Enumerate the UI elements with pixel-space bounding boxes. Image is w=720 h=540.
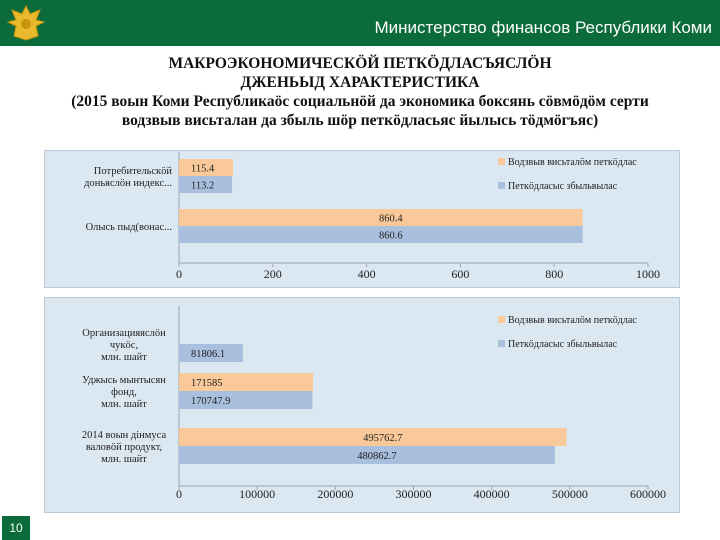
title-line-4: водзвыв висьталан да збыль шӧр петкӧдласьяс йылысь тӧдмӧгъяс) bbox=[121, 112, 599, 129]
chart-2-category-label: Уджысь мынтысян bbox=[82, 375, 166, 386]
chart-2-data-label: 171585 bbox=[191, 378, 223, 389]
title-line-1: МАКРОЭКОНОМИЧЕСКӦЙ ПЕТКӦДЛАСЪЯСЛӦН bbox=[168, 55, 552, 72]
chart-2-tick-label: 500000 bbox=[551, 487, 588, 501]
chart-1-data-label: 860.6 bbox=[378, 230, 403, 242]
chart-2-category-label: млн. шайт bbox=[101, 399, 147, 410]
chart-2-legend-swatch bbox=[498, 316, 505, 323]
ministry-name: Министерство финансов Республики Коми bbox=[374, 18, 712, 37]
page-number: 10 bbox=[2, 516, 30, 540]
chart-1-data-label: 860.4 bbox=[378, 213, 403, 225]
chart-1-data-label: 115.4 bbox=[191, 163, 215, 175]
chart-1-legend-label: Водзвыв висьталӧм петкӧдлас bbox=[508, 157, 637, 168]
title-line-2: ДЖЕНЬЫД ХАРАКТЕРИСТИКА bbox=[240, 74, 480, 91]
chart-1-tick-label: 400 bbox=[357, 267, 376, 281]
chart-2-data-label: 480862.7 bbox=[357, 451, 397, 462]
title-line-3: (2015 воын Коми Республикаӧс социальнӧй да экономика боксянь сӧвмӧдӧм серти bbox=[71, 93, 649, 110]
chart-1-tick-label: 200 bbox=[263, 267, 282, 281]
chart-2-data-label: 495762.7 bbox=[363, 433, 403, 444]
chart-1-legend-label: Петкӧдласыс збыльвылас bbox=[508, 181, 618, 192]
chart-1-legend-swatch bbox=[498, 182, 505, 189]
chart-2-category-label: фонд, bbox=[111, 387, 137, 398]
chart-1-data-label: 113.2 bbox=[191, 180, 215, 192]
chart-1-category-label: доньяслӧн индекс... bbox=[84, 178, 172, 189]
chart-1-tick-label: 800 bbox=[545, 267, 564, 281]
chart-2-tick-label: 300000 bbox=[395, 487, 432, 501]
chart-2-data-label: 170747.9 bbox=[191, 396, 231, 407]
chart-2-category-label: млн. шайт bbox=[101, 454, 147, 465]
chart-1-tick-label: 1000 bbox=[636, 267, 660, 281]
chart-1-tick-label: 0 bbox=[176, 267, 182, 281]
chart-2-legend-label: Петкӧдласыс збыльвылас bbox=[508, 339, 618, 350]
chart-2-tick-label: 600000 bbox=[630, 487, 666, 501]
chart-2-legend-label: Водзвыв висьталӧм петкӧдлас bbox=[508, 315, 637, 326]
chart-1-category-label: Потребительскӧй bbox=[93, 166, 172, 177]
chart-1-tick-label: 600 bbox=[451, 267, 470, 281]
chart-2-tick-label: 200000 bbox=[317, 487, 354, 501]
chart-2-category-label: Организацияяслӧн bbox=[82, 328, 166, 339]
chart-1-legend-swatch bbox=[498, 158, 505, 165]
chart-2-tick-label: 0 bbox=[176, 487, 182, 501]
chart-2-data-label: 81806.1 bbox=[191, 349, 226, 360]
chart-2-category-label: млн. шайт bbox=[101, 352, 147, 363]
chart-2-tick-label: 400000 bbox=[473, 487, 510, 501]
chart-2-legend-swatch bbox=[498, 340, 505, 347]
chart-1-category-label: Олысь пыд(вонас... bbox=[85, 222, 172, 233]
chart-2-category-label: валовӧй продукт, bbox=[85, 442, 163, 453]
chart-2-category-label: 2014 воын дiнмуса bbox=[81, 430, 167, 441]
chart-2-tick-label: 100000 bbox=[239, 487, 276, 501]
chart-2-category-label: чукӧс, bbox=[109, 340, 139, 351]
